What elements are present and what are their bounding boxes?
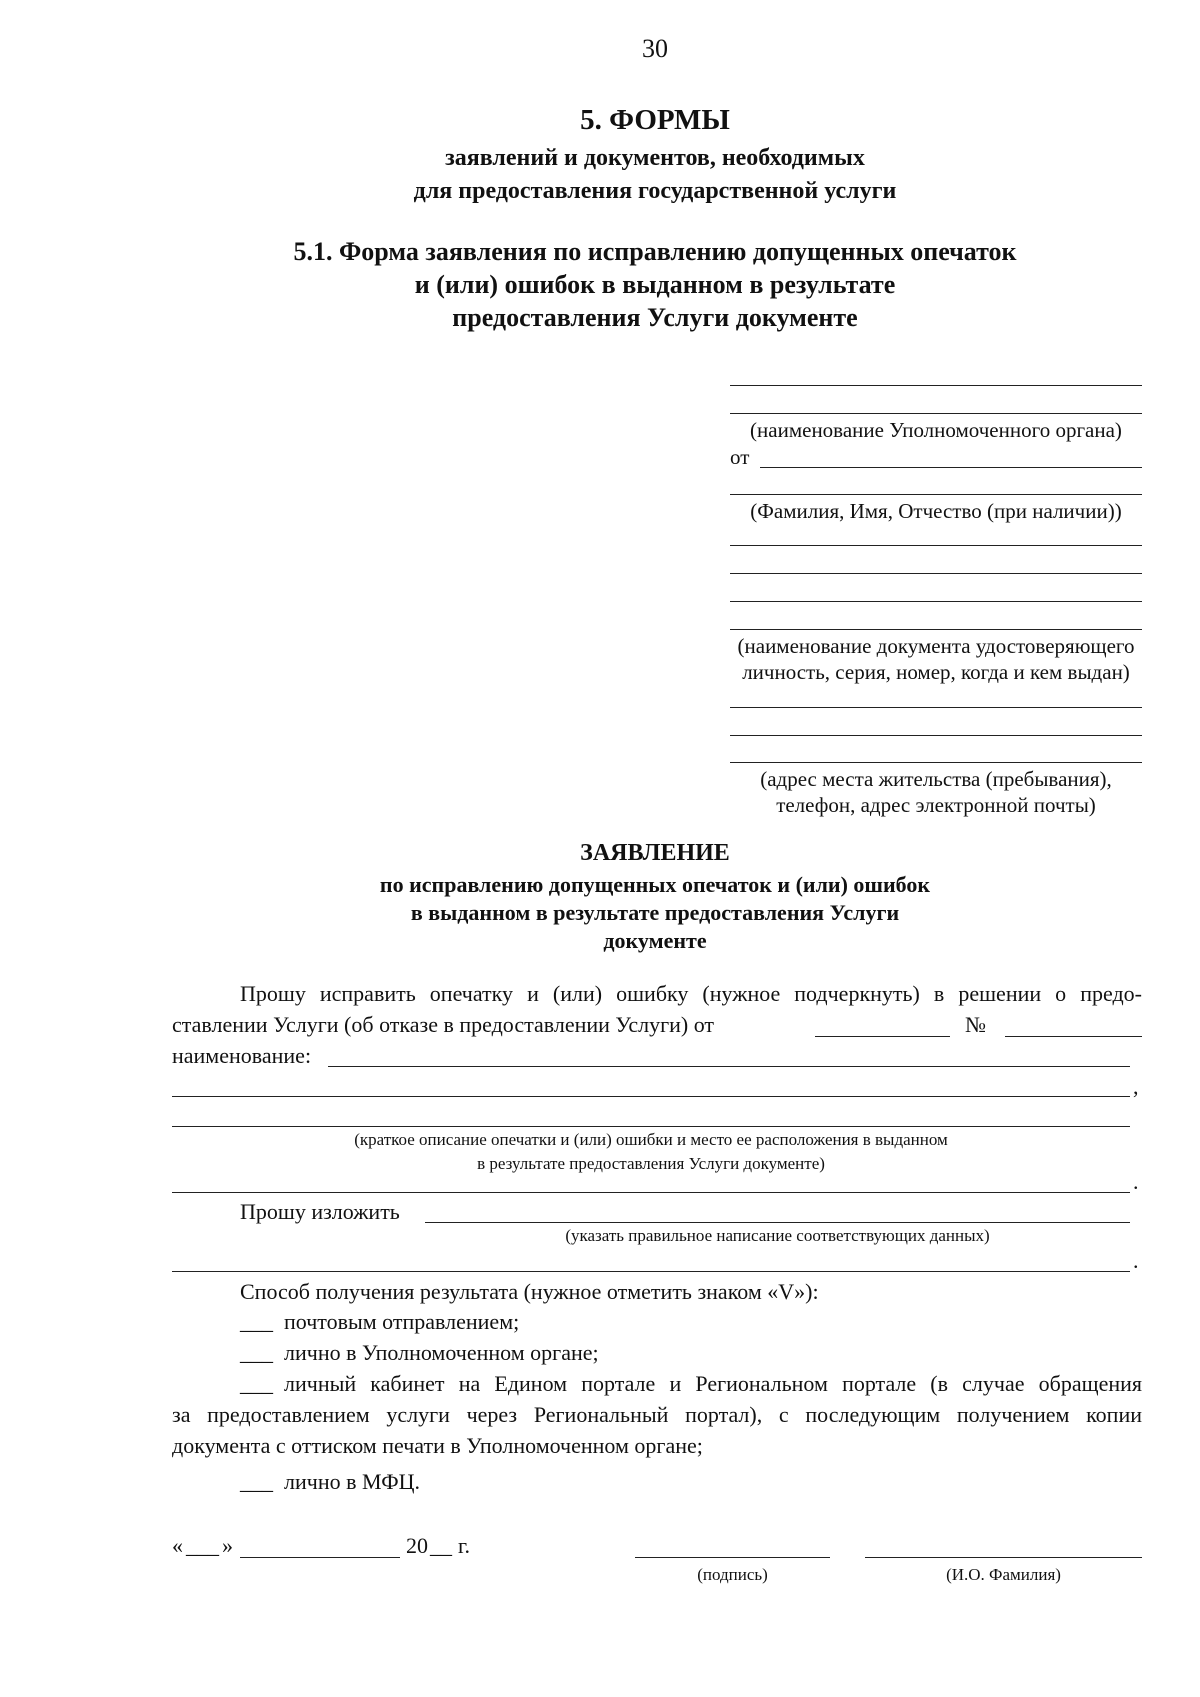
description-line-1[interactable] bbox=[172, 1096, 1130, 1097]
restate-line-2[interactable] bbox=[172, 1271, 1130, 1272]
section-subtitle-line2: для предоставления государственной услуги bbox=[413, 178, 897, 204]
date-day-blank[interactable]: ___ bbox=[186, 1533, 219, 1558]
from-line[interactable] bbox=[760, 467, 1142, 468]
option1-label: почтовым отправлением; bbox=[284, 1309, 520, 1334]
date-month-line[interactable] bbox=[240, 1557, 400, 1558]
option4-label: лично в МФЦ. bbox=[284, 1469, 421, 1494]
address-line-3[interactable] bbox=[730, 762, 1142, 763]
option3-label-line2: за предоставлением услуги через Региональный портал), с последующим получением копии bbox=[172, 1402, 1142, 1427]
section-title: 5. ФОРМЫ bbox=[580, 104, 730, 136]
section-subtitle-line1: заявлений и документов, необходимых bbox=[445, 145, 865, 171]
signature-caption: (подпись) bbox=[697, 1565, 768, 1584]
description-line-2[interactable] bbox=[172, 1126, 1130, 1127]
restate-label: Прошу изложить bbox=[240, 1199, 400, 1224]
subsection-title-line2: и (или) ошибок в выданном в результате bbox=[414, 270, 896, 299]
id-doc-line-4[interactable] bbox=[730, 629, 1142, 630]
name-line[interactable] bbox=[328, 1066, 1130, 1067]
description-caption-line2: в результате предоставления Услуги документе) bbox=[477, 1154, 825, 1173]
page-number: 30 bbox=[642, 34, 668, 63]
description-caption-line1: (краткое описание опечатки и (или) ошибки и место ее расположения в выданном bbox=[354, 1130, 948, 1149]
option4-checkbox[interactable]: ___ bbox=[240, 1469, 273, 1494]
date-close-quote: » bbox=[222, 1533, 233, 1558]
subsection-title-line1: 5.1. Форма заявления по исправлению допущенных опечаток bbox=[293, 237, 1017, 266]
restate-line[interactable] bbox=[425, 1222, 1130, 1223]
address-line-2[interactable] bbox=[730, 735, 1142, 736]
application-title: ЗАЯВЛЕНИЕ bbox=[580, 840, 730, 866]
signature-line[interactable] bbox=[635, 1557, 830, 1558]
option3-label-line1: личный кабинет на Едином портале и Региональном портале (в случае обращения bbox=[284, 1371, 1142, 1396]
restate-period: . bbox=[1133, 1248, 1139, 1273]
decision-number-line[interactable] bbox=[1005, 1036, 1142, 1037]
from-label: от bbox=[730, 445, 750, 469]
application-subtitle-line1: по исправлению допущенных опечаток и (или) ошибок bbox=[379, 872, 931, 897]
date-open-quote: « bbox=[172, 1533, 183, 1558]
description-line-3[interactable] bbox=[172, 1192, 1130, 1193]
fio-caption: (Фамилия, Имя, Отчество (при наличии)) bbox=[750, 499, 1122, 523]
application-subtitle-line3: документе bbox=[603, 928, 707, 953]
name-label: наименование: bbox=[172, 1043, 312, 1068]
id-doc-line-1[interactable] bbox=[730, 545, 1142, 546]
year-blank[interactable]: __ bbox=[430, 1533, 452, 1558]
id-doc-caption-line2: личность, серия, номер, когда и кем выдан) bbox=[742, 660, 1130, 684]
subsection-title-line3: предоставления Услуги документе bbox=[452, 303, 858, 332]
address-caption-line2: телефон, адрес электронной почты) bbox=[776, 793, 1096, 817]
authority-line-2[interactable] bbox=[730, 413, 1142, 414]
id-doc-line-3[interactable] bbox=[730, 601, 1142, 602]
restate-caption: (указать правильное написание соответствующих данных) bbox=[565, 1226, 990, 1245]
fio-line[interactable] bbox=[730, 494, 1142, 495]
method-label: Способ получения результата (нужное отметить знаком «V»): bbox=[240, 1279, 819, 1304]
option2-label: лично в Уполномоченном органе; bbox=[284, 1340, 599, 1365]
address-caption-line1: (адрес места жительства (пребывания), bbox=[760, 767, 1112, 791]
id-doc-caption-line1: (наименование документа удостоверяющего bbox=[737, 634, 1135, 658]
year-prefix: 20 bbox=[406, 1533, 428, 1558]
name-signature-line[interactable] bbox=[865, 1557, 1142, 1558]
authority-caption: (наименование Уполномоченного органа) bbox=[750, 418, 1122, 442]
option2-checkbox[interactable]: ___ bbox=[240, 1340, 273, 1365]
description-comma: , bbox=[1133, 1074, 1139, 1099]
year-suffix: г. bbox=[458, 1533, 471, 1558]
number-sign: № bbox=[965, 1012, 986, 1037]
option3-checkbox[interactable]: ___ bbox=[240, 1371, 273, 1396]
application-subtitle-line2: в выданном в результате предоставления Услуги bbox=[410, 900, 900, 925]
authority-line-1[interactable] bbox=[730, 385, 1142, 386]
description-period: . bbox=[1133, 1169, 1139, 1194]
id-doc-line-2[interactable] bbox=[730, 573, 1142, 574]
request-text-line1: Прошу исправить опечатку и (или) ошибку (нужное подчеркнуть) в решении о предо- bbox=[240, 981, 1142, 1006]
request-text-line2: ставлении Услуги (об отказе в предоставлении Услуги) от bbox=[172, 1012, 715, 1037]
address-line-1[interactable] bbox=[730, 707, 1142, 708]
decision-date-line[interactable] bbox=[815, 1036, 950, 1037]
option3-label-line3: документа с оттиском печати в Уполномоченном органе; bbox=[172, 1433, 703, 1458]
name-signature-caption: (И.О. Фамилия) bbox=[946, 1565, 1061, 1584]
option1-checkbox[interactable]: ___ bbox=[240, 1309, 273, 1334]
